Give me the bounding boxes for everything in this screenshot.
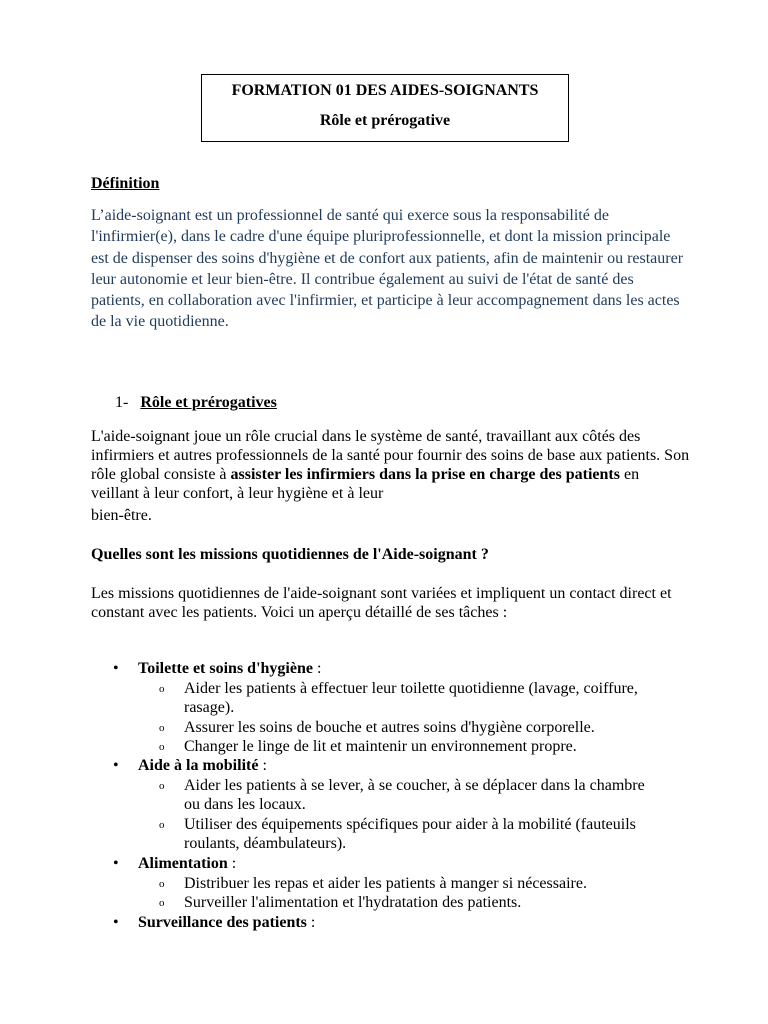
document-title: FORMATION 01 DES AIDES-SOIGNANTS (231, 82, 539, 99)
sub-list-item: Changer le linge de lit et maintenir un environnement propre. (184, 738, 577, 755)
bullet-marker: • (113, 855, 119, 872)
list-item-nutrition (138, 854, 678, 873)
missions-question: Quelles sont les missions quotidiennes de l'Aide-soignant ? (91, 546, 489, 563)
missions-intro: Les missions quotidiennes de l'aide-soignant sont variées et impliquent un contact direct et constant avec les patients. Voici un aperçu détaillé de ses tâches : (91, 585, 672, 621)
sub-list-item: Aider les patients à se lever, à se coucher, à se déplacer dans la chambre ou dans les locaux. (184, 777, 645, 813)
definition-paragraph: L’aide-soignant est un professionnel de santé qui exerce sous la responsabilité de l'infirmier(e), dans le cadre d'une équipe pluriprofessionnelle, et dont la mission principale est de dispenser des soins d'hygiène et de confort aux patients, afin de maintenir ou restaurer leur autonomie et leur bien-être. Il contribue également au suivi de l'état de santé des patients, en collaboration avec l'infirmier, et participe à leur accompagnement dans les actes de la vie quotidienne. (91, 207, 684, 331)
list-item-suffix: : (227, 855, 237, 872)
section-1-number: 1- (115, 394, 129, 411)
role-paragraph-start: L'aide-soignant joue un rôle crucial dans le système de santé, travaillant aux côtés des infirmiers et autres professionnels de la santé pour fournir des soins de base aux patients. Son rôle global consiste à (91, 428, 690, 483)
section-1-title: Rôle et prérogatives (140, 394, 277, 411)
sub-bullet-marker: o (159, 683, 165, 695)
section-1-heading (115, 394, 277, 412)
role-paragraph (91, 427, 691, 525)
sub-bullet-marker: o (159, 897, 165, 909)
definition-heading: Définition (91, 175, 160, 192)
sub-bullet-marker: o (159, 741, 165, 753)
sub-bullet-marker: o (159, 819, 165, 831)
sub-bullet-marker: o (159, 878, 165, 890)
list-item-mobility (138, 756, 678, 775)
list-item-suffix: : (306, 914, 316, 931)
list-item-hygiene (138, 659, 678, 678)
bullet-marker: • (113, 660, 119, 677)
document-subtitle: Rôle et prérogative (319, 112, 451, 129)
bullet-marker: • (113, 914, 119, 931)
role-paragraph-emphasis: assister les infirmiers dans la prise en charge des patients (230, 466, 620, 483)
role-paragraph-end: en veillant à leur confort, à leur hygiène et à leur (91, 466, 640, 502)
list-item-title: Surveillance des patients (138, 914, 307, 931)
sub-list-item: Aider les patients à effectuer leur toilette quotidienne (lavage, coiffure, rasage). (184, 680, 638, 716)
sub-bullet-marker: o (159, 780, 165, 792)
sub-list-item: Assurer les soins de bouche et autres soins d'hygiène corporelle. (184, 719, 595, 736)
list-item-title: Aide à la mobilité (138, 757, 259, 774)
list-item-title: Alimentation (138, 855, 228, 872)
list-item-monitoring (138, 913, 678, 932)
list-item-suffix: : (258, 757, 267, 774)
role-paragraph-last-line: bien-être. (91, 507, 152, 524)
list-item-suffix: : (312, 660, 322, 677)
sub-bullet-marker: o (159, 722, 165, 734)
bullet-marker: • (113, 757, 119, 774)
sub-list-item: Surveiller l'alimentation et l'hydratation des patients. (184, 894, 522, 911)
title-box (201, 74, 569, 142)
sub-list-item: Utiliser des équipements spécifiques pour aider à la mobilité (fauteuils roulants, déambulateurs). (184, 816, 636, 852)
list-item-title: Toilette et soins d'hygiène (138, 660, 313, 677)
sub-list-item: Distribuer les repas et aider les patients à manger si nécessaire. (184, 875, 587, 892)
